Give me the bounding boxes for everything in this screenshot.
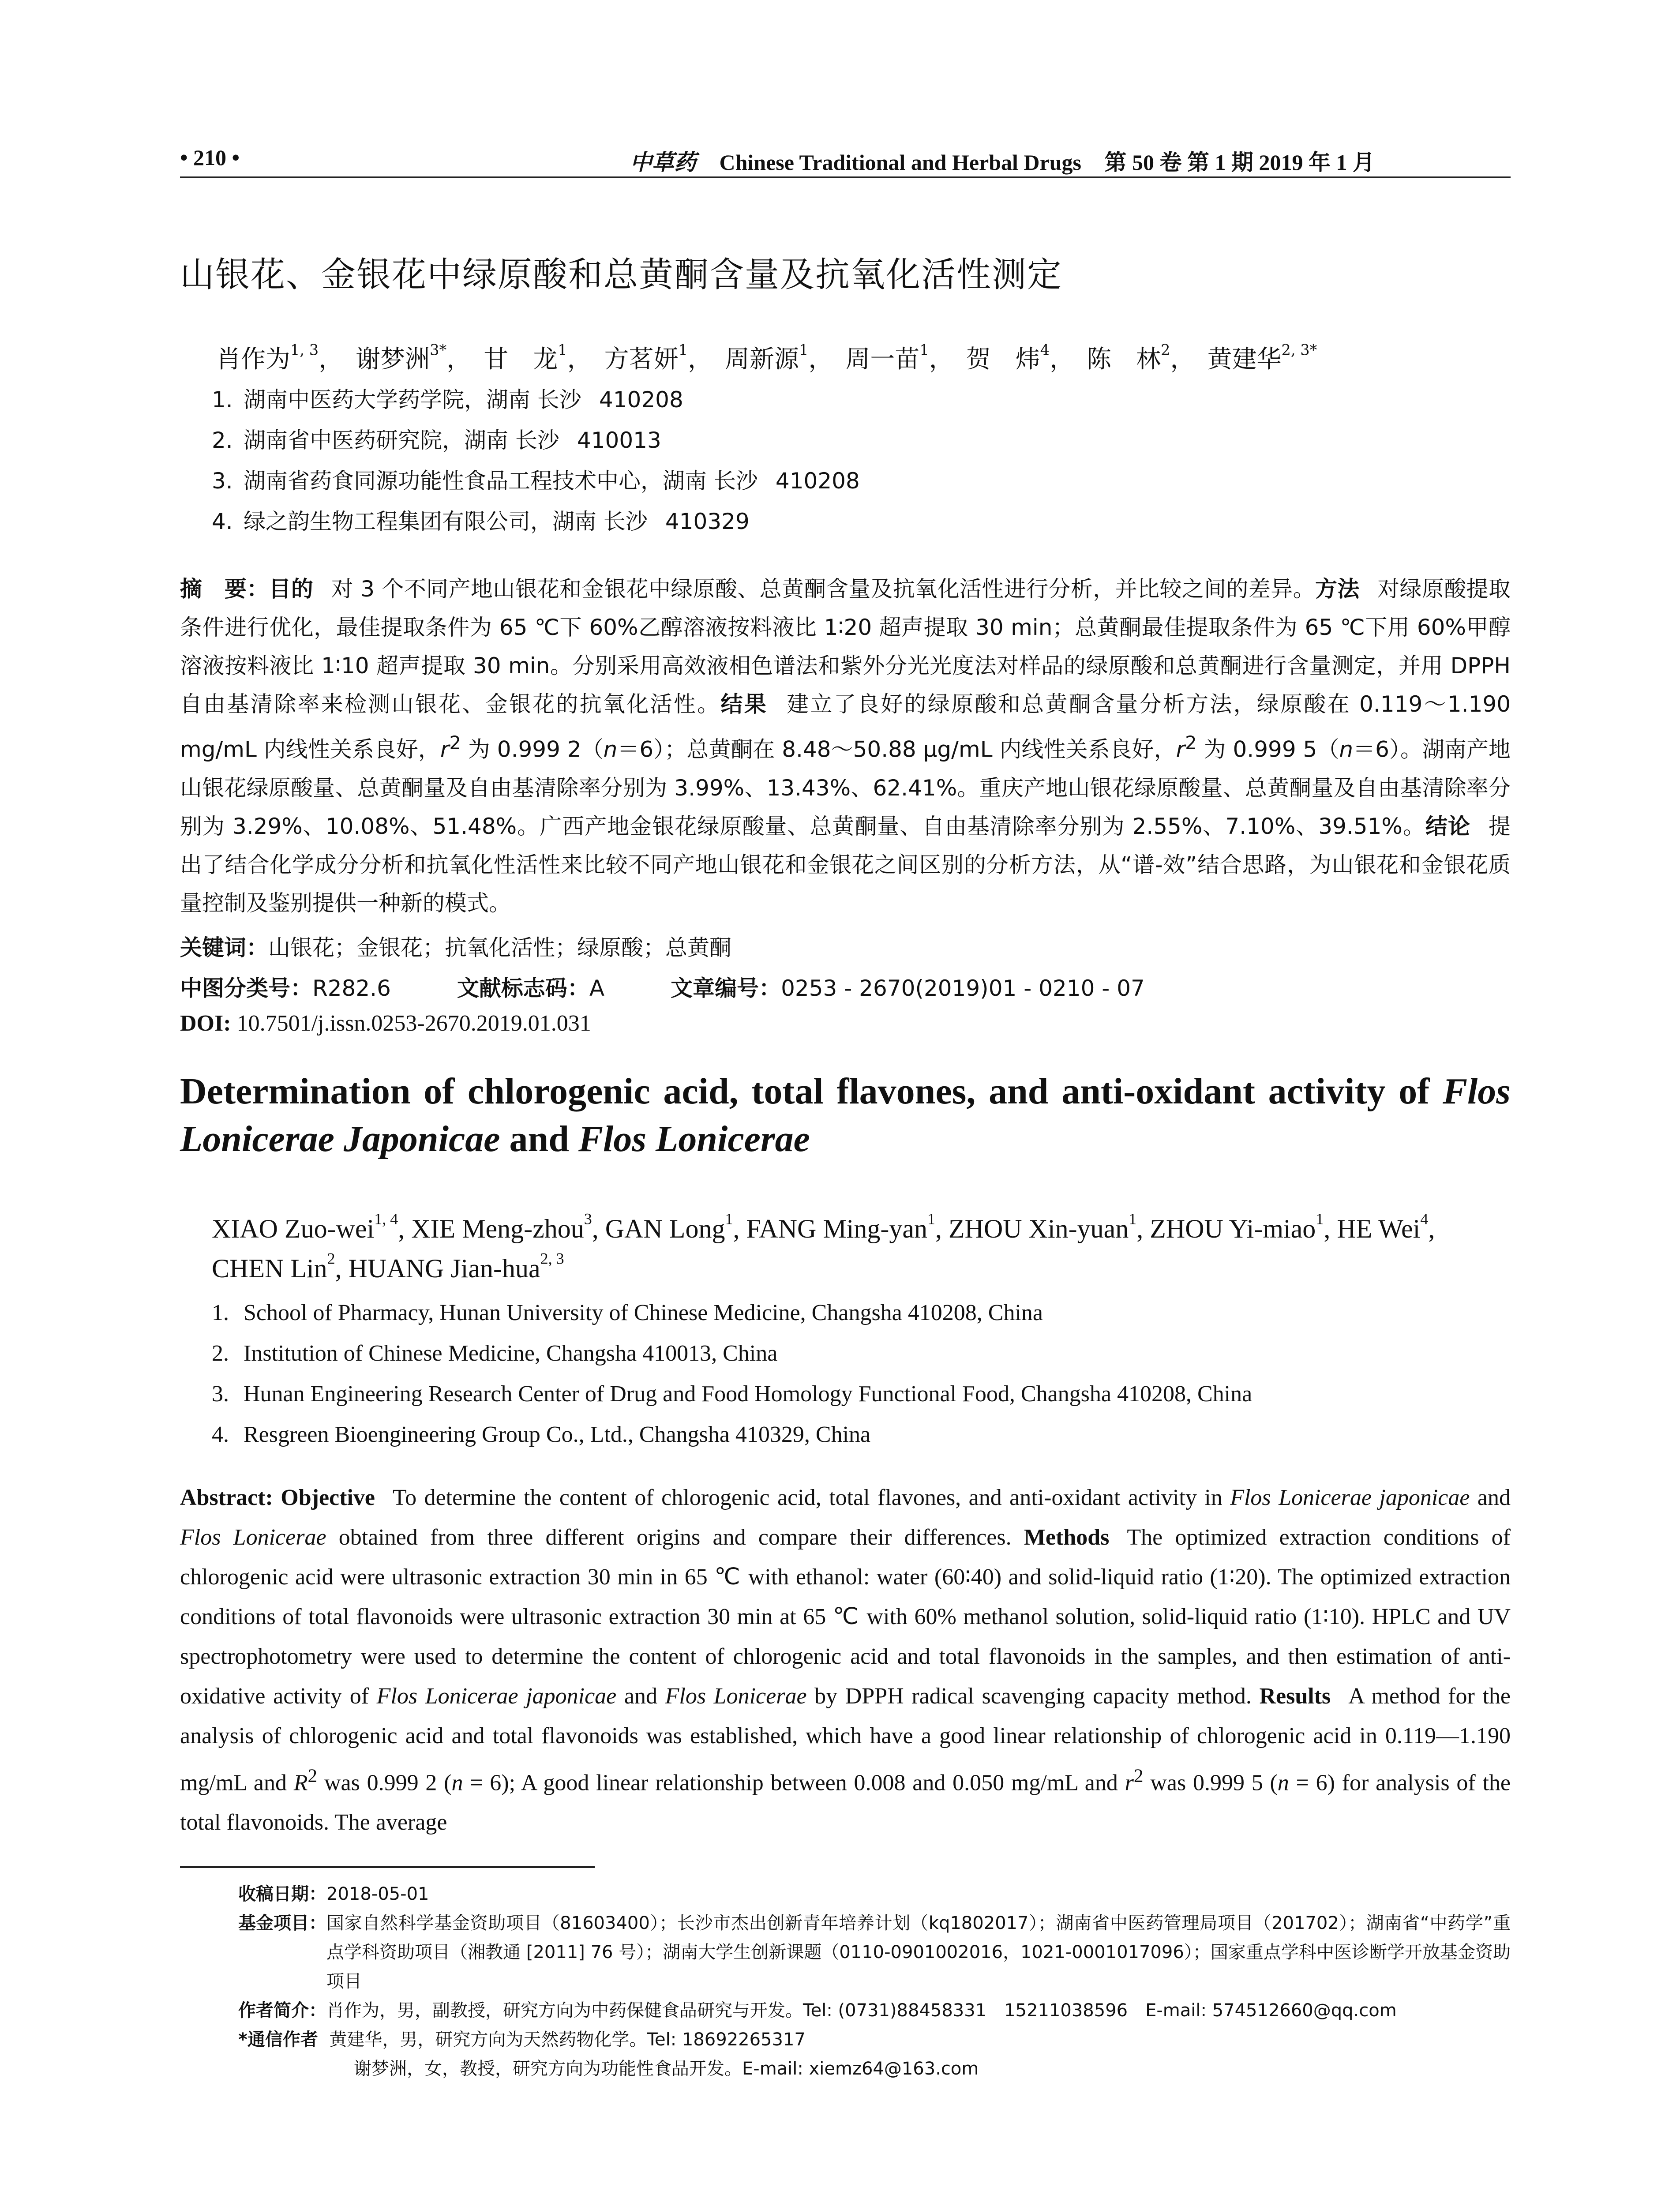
author: XIE Meng-zhou$^3$: [411, 1210, 592, 1243]
english-affiliations: [212, 1293, 1252, 1455]
author: 肖作为$^{1, 3}$: [216, 341, 319, 374]
footnotes: [238, 1880, 1511, 2083]
footnote-corresponding: *通信作者 黄建华，男，研究方向为天然药物化学。Tel: 18692265317: [238, 2030, 806, 2050]
author: 甘 龙$^1$: [484, 341, 567, 374]
affiliation: 4. 绿之韵生物工程集团有限公司，湖南 长沙 410329: [212, 509, 750, 534]
affiliation: 3. Hunan Engineering Research Center of Drug and Food Homology Functional Food, Changsha 410208, China: [212, 1381, 1252, 1407]
author: ZHOU Yi-miao$^1$: [1150, 1210, 1324, 1243]
journal-line: [630, 145, 1375, 176]
footnote-corresponding-2: 谢梦洲，女，教授，研究方向为功能性食品开发。E-mail: xiemz64@163.com: [354, 2059, 979, 2079]
author: CHEN Lin$^2$: [212, 1249, 335, 1283]
english-author-list: XIAO Zuo-wei$^{1, 4}$, XIE Meng-zhou$^3$, GAN Long$^1$, FANG Ming-yan$^1$, ZHOU Xin-yuan$^1$, ZHOU Yi-miao$^1$, HE Wei$^4$, CHEN Lin$^2$, HUANG Jian-hua$^{2, 3}$: [212, 1210, 1435, 1283]
affiliation: 1. 湖南中医药大学药学院，湖南 长沙 410208: [212, 387, 683, 413]
page-number: • 210 •: [180, 145, 240, 170]
author: 贺 炜$^4$: [966, 341, 1050, 374]
author: FANG Ming-yan$^1$: [746, 1210, 935, 1243]
chinese-author-list: 肖作为$^{1, 3}$， 谢梦洲$^{3*}$， 甘 龙$^1$， 方茗妍$^1$， 周新源$^1$， 周一苗$^1$， 贺 炜$^4$， 陈 林$^2$， 黄建华$^{2, 3*}$: [216, 341, 1317, 374]
chinese-affiliations: [212, 379, 860, 542]
author: GAN Long$^1$: [605, 1210, 733, 1243]
author: 方茗妍$^1$: [604, 341, 688, 374]
author: HUANG Jian-hua$^{2, 3}$: [348, 1249, 564, 1283]
classification-line: 中图分类号：R282.6 文献标志码：A 文章编号：0253 - 2670(2019)01 - 0210 - 07: [180, 975, 1145, 1001]
running-header: [180, 140, 1511, 178]
affiliation: 4. Resgreen Bioengineering Group Co., Ltd., Changsha 410329, China: [212, 1422, 871, 1447]
affiliation: 2. 湖南省中医药研究院，湖南 长沙 410013: [212, 428, 661, 453]
footnote-fund: 基金项目： 国家自然科学基金资助项目（81603400）；长沙市杰出创新青年培养计划（kq1802017）；湖南省中医药管理局项目（201702）；湖南省“中药学”重点学科资助项目（湘教通 [2011] 76 号）；湖南大学生创新课题（0110-0901002016，1021-0001017096）；国家重点学科中医诊断学开放基金资助项目: [238, 1913, 1511, 1992]
author: 陈 林$^2$: [1087, 341, 1170, 374]
author: 周新源$^1$: [724, 341, 809, 374]
author: HE Wei$^4$: [1337, 1210, 1429, 1243]
english-abstract: Abstract: Objective To determine the content of chlorogenic acid, total flavones, and anti-oxidant activity in Flos Lonicerae japonicae and Flos Lonicerae obtained from three different origins and compare their differences. Methods The optimized extraction conditions of chlorogenic acid were ultrasonic extraction 30 min in 65 ℃ with ethanol: water (60∶40) and solid-liquid ratio (1∶20). The optimized extraction conditions of total flavonoids were ultrasonic extraction 30 min at 65 ℃ with 60% methanol solution, solid-liquid ratio (1∶10). HPLC and UV spectrophotometry were used to determine the content of chlorogenic acid and total flavonoids in the samples, and then estimation of anti-oxidative activity of Flos Lonicerae japonicae and Flos Lonicerae by DPPH radical scavenging capacity method. Results A method for the analysis of chlorogenic acid and total flavonoids was established, which have a good linear relationship of chlorogenic acid in 0.119—1.190 mg/mL and $R^2$ was 0.999 2 (n = 6); A good linear relationship between 0.008 and 0.050 mg/mL and $r^2$ was 0.999 5 (n = 6) for analysis of the total flavonoids. The average: [180, 1485, 1511, 1835]
author: 谢梦洲$^{3*}$: [356, 341, 447, 374]
author: 周一苗$^1$: [845, 341, 929, 374]
journal-name-en: Chinese Traditional and Herbal Drugs: [719, 150, 1081, 175]
chinese-abstract: 摘 要：目的 对 3 个不同产地山银花和金银花中绿原酸、总黄酮含量及抗氧化活性进行分析，并比较之间的差异。方法 对绿原酸提取条件进行优化，最佳提取条件为 65 ℃下 60%乙醇溶液按料液比 1∶20 超声提取 30 min；总黄酮最佳提取条件为 65 ℃下用 60%甲醇溶液按料液比 1∶10 超声提取 30 min。分别采用高效液相色谱法和紫外分光光度法对样品的绿原酸和总黄酮进行含量测定，并用 DPPH 自由基清除率来检测山银花、金银花的抗氧化活性。结果 建立了良好的绿原酸和总黄酮含量分析方法，绿原酸在 0.119～1.190 mg/mL 内线性关系良好，$r^2$ 为 0.999 2（n＝6）；总黄酮在 8.48～50.88 μg/mL 内线性关系良好，$r^2$ 为 0.999 5（n＝6）。湖南产地山银花绿原酸量、总黄酮量及自由基清除率分别为 3.99%、13.43%、62.41%。重庆产地山银花绿原酸量、总黄酮量及自由基清除率分别为 3.29%、10.08%、51.48%。广西产地金银花绿原酸量、总黄酮量、自由基清除率分别为 2.55%、7.10%、39.51%。结论 提出了结合化学成分分析和抗氧化性活性来比较不同产地山银花和金银花之间区别的分析方法，从“谱-效”结合思路，为山银花和金银花质量控制及鉴别提供一种新的模式。: [180, 576, 1511, 916]
author: ZHOU Xin-yuan$^1$: [948, 1210, 1137, 1243]
footnote-author-bio: 作者简介： 肖作为，男，副教授，研究方向为中药保健食品研究与开发。Tel: (0731)88458331 15211038596 E-mail: 574512660@qq.com: [238, 2000, 1397, 2021]
author: 黄建华$^{2, 3*}$: [1207, 341, 1317, 374]
footnote-received: 收稿日期： 2018-05-01: [238, 1884, 429, 1904]
doi-line: DOI: 10.7501/j.issn.0253-2670.2019.01.031: [180, 1011, 591, 1036]
english-title: Determination of chlorogenic acid, total flavones, and anti-oxidant activity of Flos Lonicerae Japonicae and Flos Lonicerae: [180, 1071, 1511, 1159]
author: XIAO Zuo-wei$^{1, 4}$: [212, 1210, 398, 1243]
chinese-title: 山银花、金银花中绿原酸和总黄酮含量及抗氧化活性测定: [180, 255, 1063, 295]
affiliation: 2. Institution of Chinese Medicine, Changsha 410013, China: [212, 1341, 778, 1366]
issue-info: 第 50 卷 第 1 期 2019 年 1 月: [1104, 150, 1375, 175]
journal-name-cn: 中草药: [630, 149, 696, 175]
keywords-line: 关键词：山银花；金银花；抗氧化活性；绿原酸；总黄酮: [180, 935, 731, 960]
affiliation: 3. 湖南省药食同源功能性食品工程技术中心，湖南 长沙 410208: [212, 468, 860, 494]
affiliation: 1. School of Pharmacy, Hunan University of Chinese Medicine, Changsha 410208, China: [212, 1300, 1043, 1325]
footnote-divider: [180, 1866, 595, 1868]
